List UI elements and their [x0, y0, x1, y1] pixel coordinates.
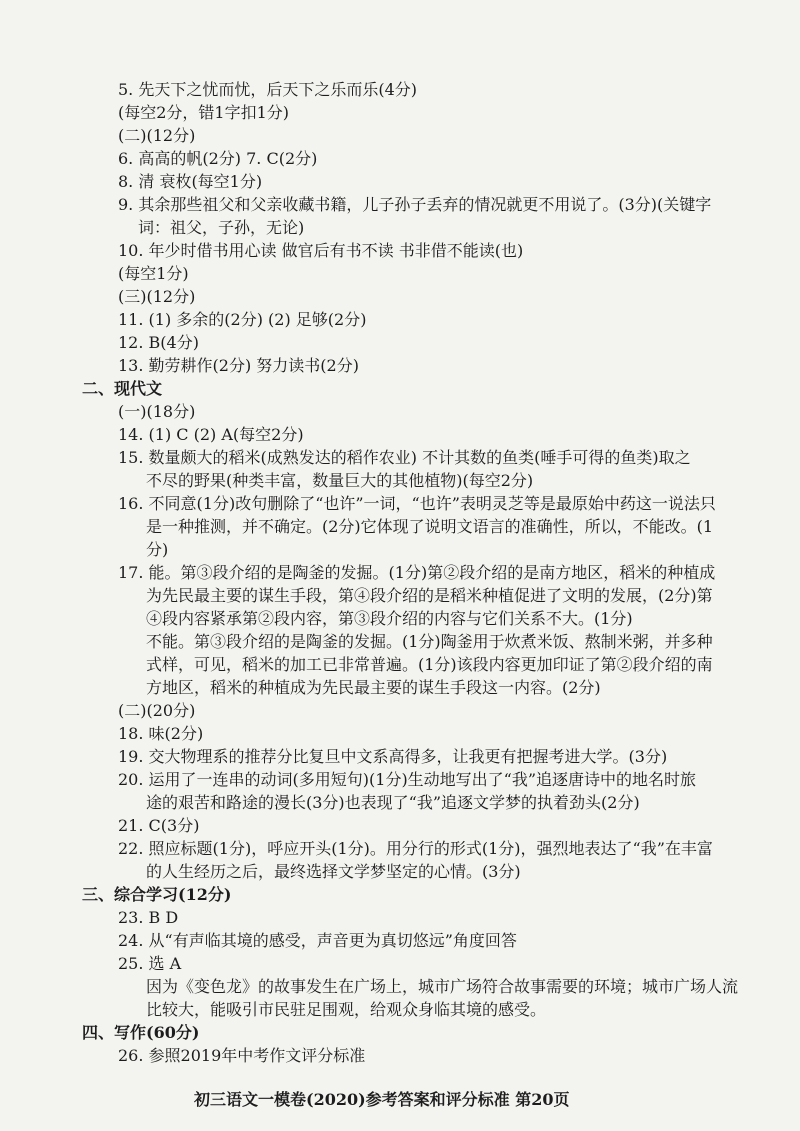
- section-heading: (二)(12分): [118, 126, 196, 145]
- part-heading: 四、写作(60分): [82, 1023, 200, 1042]
- answer-line: 比较大，能吸引市民驻足围观，给观众身临其境的感受。: [146, 1000, 547, 1019]
- answer-line: 方地区，稻米的种植成为先民最主要的谋生手段这一内容。(2分): [146, 678, 601, 697]
- answer-line: 8. 清 衰枚(每空1分): [118, 172, 263, 191]
- answer-line: 26. 参照2019年中考作文评分标准: [118, 1046, 366, 1065]
- section-heading: (一)(18分): [118, 402, 196, 421]
- answer-line: 14. (1) C (2) A(每空2分): [118, 425, 304, 444]
- answer-line: 18. 味(2分): [118, 724, 204, 743]
- answer-line: 6. 高高的帆(2分) 7. C(2分): [118, 149, 318, 168]
- answer-line: 22. 照应标题(1分)，呼应开头(1分)。用分行的形式(1分)，强烈地表达了“我”在丰富: [118, 839, 713, 858]
- answer-line: 16. 不同意(1分)改句删除了“也许”一词，“也许”表明灵芝等是最原始中药这一说法只: [118, 494, 716, 513]
- answer-line: 的人生经历之后，最终选择文学梦坚定的心情。(3分): [146, 862, 521, 881]
- section-heading: (三)(12分): [118, 287, 196, 306]
- answer-line: 13. 勤劳耕作(2分) 努力读书(2分): [118, 356, 359, 375]
- answer-line: 25. 选 A: [118, 954, 182, 973]
- answer-line: 15. 数量颇大的稻米(成熟发达的稻作农业) 不计其数的鱼类(唾手可得的鱼类)取之: [118, 448, 691, 467]
- answer-line: (每空2分，错1字扣1分): [118, 103, 290, 122]
- answer-line: 不尽的野果(种类丰富，数量巨大的其他植物)(每空2分): [146, 471, 534, 490]
- answer-line: 19. 交大物理系的推荐分比复旦中文系高得多，让我更有把握考进大学。(3分): [118, 747, 668, 766]
- answer-line: 为先民最主要的谋生手段，第④段介绍的是稻米种植促进了文明的发展，(2分)第: [146, 586, 713, 605]
- answer-line: 10. 年少时借书用心读 做官后有书不读 书非借不能读(也): [118, 241, 524, 260]
- answer-line: 23. B D: [118, 908, 179, 927]
- answer-line: 式样，可见，稻米的加工已非常普遍。(1分)该段内容更加印证了第②段介绍的南: [146, 655, 713, 674]
- answer-line: 24. 从“有声临其境的感受，声音更为真切悠远”角度回答: [118, 931, 517, 950]
- answer-line: 11. (1) 多余的(2分) (2) 足够(2分): [118, 310, 367, 329]
- answer-line: 21. C(3分): [118, 816, 200, 835]
- answer-line: 20. 运用了一连串的动词(多用短句)(1分)生动地写出了“我”追逐唐诗中的地名时旅: [118, 770, 697, 789]
- answer-line: 9. 其余那些祖父和父亲收藏书籍，儿子孙子丢弃的情况就更不用说了。(3分)(关键字: [118, 195, 712, 214]
- answer-line: 词：祖父，子孙，无论): [138, 218, 305, 237]
- answer-line: 途的艰苦和路途的漫长(3分)也表现了“我”追逐文学梦的执着劲头(2分): [146, 793, 640, 812]
- answer-line: 5. 先天下之忧而忧，后天下之乐而乐(4分): [118, 80, 418, 99]
- part-heading: 二、现代文: [82, 379, 163, 398]
- answer-line: (每空1分): [118, 264, 189, 283]
- page-footer: 初三语文一模卷(2020)参考答案和评分标准 第20页: [194, 1090, 570, 1109]
- answer-line: 12. B(4分): [118, 333, 199, 352]
- answer-line: ④段内容紧承第②段内容，第③段介绍的内容与它们关系不大。(1分): [146, 609, 633, 628]
- answer-line: 是一种推测，并不确定。(2分)它体现了说明文语言的准确性，所以，不能改。(1: [146, 517, 714, 536]
- part-heading: 三、综合学习(12分): [82, 885, 232, 904]
- answer-line: 因为《变色龙》的故事发生在广场上，城市广场符合故事需要的环境；城市广场人流: [146, 977, 739, 996]
- answer-line: 不能。第③段介绍的是陶釜的发掘。(1分)陶釜用于炊煮米饭、熬制米粥，并多种: [146, 632, 713, 651]
- section-heading: (二)(20分): [118, 701, 196, 720]
- answer-line: 分): [146, 540, 169, 559]
- answer-line: 17. 能。第③段介绍的是陶釜的发掘。(1分)第②段介绍的是南方地区，稻米的种植成: [118, 563, 716, 582]
